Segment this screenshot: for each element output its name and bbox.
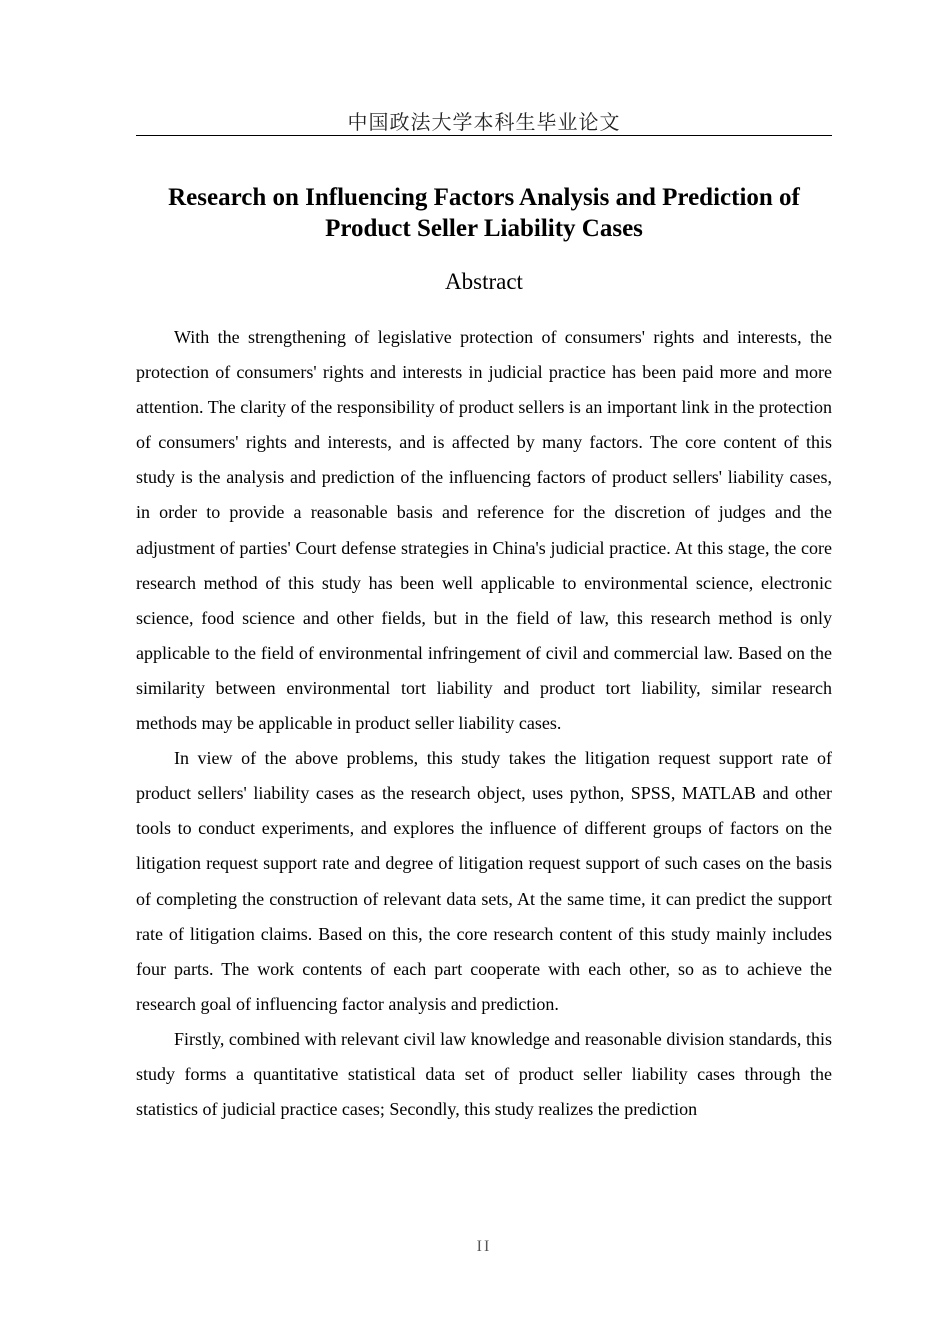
thesis-title: Research on Influencing Factors Analysis and Prediction of Product Seller Liability Cases — [168, 184, 800, 242]
header-divider — [136, 135, 832, 136]
page-number: II — [476, 1238, 492, 1255]
abstract-paragraph-2: In view of the above problems, this study takes the litigation request support rate of product sellers' liability cases as the research object, uses python, SPSS, MATLAB and other tools to conduct experiments, and explores the influence of different groups of factors on the litigation request support rate and degree of litigation request support of such cases on the basis of completing the construction of relevant data sets, At the same time, it can predict the support rate of litigation claims. Based on this, the core research content of this study mainly includes four parts. The work contents of each part cooperate with each other, so as to achieve the research goal of influencing factor analysis and prediction. — [136, 748, 832, 1014]
abstract-paragraph-3: Firstly, combined with relevant civil law knowledge and reasonable division standards, this study forms a quantitative statistical data set of product seller liability cases through the statistics of judicial practice cases; Secondly, this study realizes the prediction — [136, 1028, 832, 1120]
abstract-body — [136, 320, 832, 1200]
running-header: 中国政法大学本科生毕业论文 — [347, 110, 621, 134]
abstract-heading: Abstract — [445, 269, 523, 294]
abstract-paragraph-1: With the strengthening of legislative protection of consumers' rights and interests, the protection of consumers' rights and interests in judicial practice has been paid more and more attention. The clarity of the responsibility of product sellers is an important link in the protection of consumers' rights and interests, and is affected by many factors. The core content of this study is the analysis and prediction of the influencing factors of product sellers' liability cases, in order to provide a reasonable basis and reference for the discretion of judges and the adjustment of parties' Court defense strategies in China's judicial practice. At this stage, the core research method of this study has been well applicable to environmental science, electronic science, food science and other fields, but in the field of law, this research method is only applicable to the field of environmental infringement of civil and commercial law. Based on the similarity between environmental tort liability and product tort liability, similar research methods may be applicable in product seller liability cases. — [136, 327, 832, 734]
